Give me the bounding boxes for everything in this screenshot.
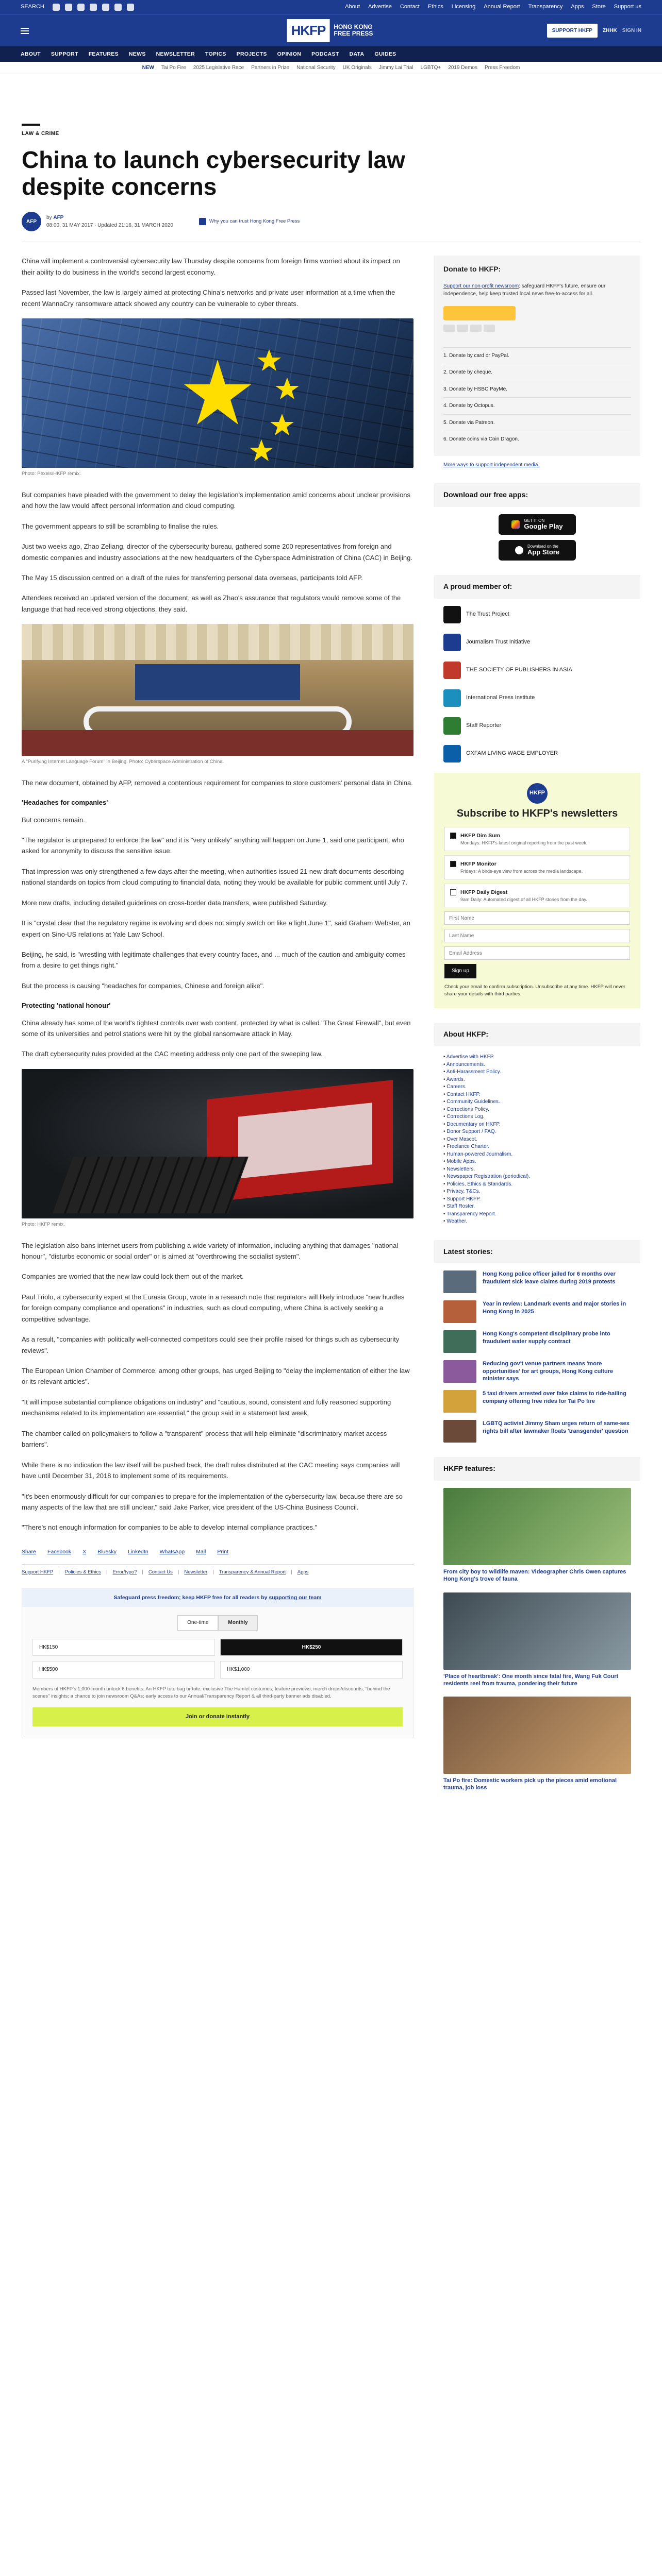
newsletter-name: HKFP Daily Digest <box>460 889 508 895</box>
topbar-link[interactable]: Support us <box>614 4 641 10</box>
footer-link[interactable]: Support HKFP <box>22 1569 54 1575</box>
membership-note: Members of HKFP's 1,000-month unlock 6 benefits: An HKFP tote bag or tote; exclusive The Hamlet costumes; feature previews; merch drops/discounts; "behind the scenes" insights; a chance to join newsroom Q&As; early access to our Annual/Transparency Report & all third-party banner ads disabled. <box>32 1686 390 1699</box>
hot-topic-link[interactable]: UK Originals <box>342 64 372 71</box>
donate-strip-text: Safeguard press freedom; keep HKFP free for all readers by <box>113 1594 269 1601</box>
about-link[interactable]: • Careers. <box>443 1083 631 1091</box>
article-paragraph: The government appears to still be scrambling to finalise the rules. <box>22 522 219 530</box>
hot-topic-link[interactable]: Tai Po Fire <box>161 64 186 71</box>
hot-topics-label: NEW <box>142 64 154 71</box>
member-org[interactable] <box>443 745 631 762</box>
article-paragraph: That impression was only strengthened a few days after the meeting, when authorities issued 21 new draft documents describing national standards on topics from cloud computing to financial data, noting they would be available for public comment until July 7. <box>22 867 407 887</box>
trust-link-label: Why you can trust Hong Kong Free Press <box>209 218 300 224</box>
sidebar <box>434 256 640 1801</box>
separator: | <box>291 1569 292 1575</box>
donate-method[interactable]: 5. Donate via Patreon. <box>443 414 631 431</box>
author-name[interactable]: AFP <box>53 215 64 221</box>
about-link[interactable]: • Donor Support / FAQ. <box>443 1128 631 1136</box>
article-footer-links <box>22 1564 413 1577</box>
feature-story[interactable] <box>443 1697 631 1792</box>
donation-frequency <box>22 1615 413 1631</box>
about-link[interactable]: • Corrections Policy. <box>443 1106 631 1114</box>
hot-topics-bar <box>0 62 662 74</box>
footer-link[interactable]: Policies & Ethics <box>64 1569 101 1575</box>
member-logo <box>443 689 461 707</box>
features-heading: HKFP features: <box>434 1457 640 1481</box>
article-image-2 <box>22 624 413 766</box>
monthly-toggle[interactable]: Monthly <box>218 1615 257 1631</box>
about-link[interactable]: • Awards. <box>443 1076 631 1084</box>
hot-topic-link[interactable]: National Security <box>296 64 336 71</box>
about-link[interactable]: • Freelance Charter. <box>443 1143 631 1151</box>
logo-mark: HKFP <box>287 19 330 42</box>
newsletter-title: Subscribe to HKFP's newsletters <box>456 807 618 819</box>
member-logo <box>443 662 461 679</box>
topbar-link[interactable]: Apps <box>571 4 584 10</box>
menu-icon[interactable] <box>21 30 29 31</box>
latest-stories <box>443 1270 631 1443</box>
donate-now-button[interactable]: Join or donate instantly <box>32 1707 403 1726</box>
topbar-link[interactable]: Annual Report <box>484 4 520 10</box>
apps-heading: Download our free apps: <box>434 483 640 507</box>
member-name: THE SOCIETY OF PUBLISHERS IN ASIA <box>466 667 572 673</box>
newsletter-signup <box>434 773 640 1009</box>
article-paragraph: "It's been enormously difficult for our companies to prepare for the implementation of the cybersecurity law, because there are so many aspects of the law that are still unclear," said Jake Parker, vice president of the US-China Business Council. <box>22 1492 403 1511</box>
about-link[interactable]: • Newsletters. <box>443 1166 631 1174</box>
subhead-headaches: 'Headaches for companies' <box>22 799 108 807</box>
nav-item[interactable]: NEWS <box>128 50 146 57</box>
site-logo[interactable] <box>287 19 375 42</box>
feature-title[interactable]: From city boy to wildlife maven: Videographer Chris Owen captures Hong Kong's trove of fauna <box>443 1568 626 1583</box>
donate-method[interactable]: 2. Donate by cheque. <box>443 364 631 381</box>
member-name: The Trust Project <box>466 611 509 618</box>
article-paragraph: But the process is causing "headaches for companies, Chinese and foreign alike". <box>22 981 265 990</box>
latest-heading: Latest stories: <box>434 1240 640 1264</box>
member-org[interactable] <box>443 717 631 735</box>
about-link[interactable]: • Corrections Log. <box>443 1113 631 1121</box>
nav-item[interactable]: GUIDES <box>374 50 396 57</box>
share-link[interactable]: Bluesky <box>97 1548 117 1555</box>
article-paragraph: But companies have pleaded with the government to delay the legislation's implementation amid concerns about unclear provisions and how the law would affect personal information and cloud computing. <box>22 490 411 510</box>
feature-image <box>443 1488 631 1565</box>
image-caption-3: Photo: HKFP remix. <box>22 1221 65 1227</box>
article-paragraph: It is "crystal clear that the regulatory regime is evolving and does not simply switch on like a light June 1", said Graham Webster, an expert on Sino-US relations at Yale Law School. <box>22 919 410 938</box>
linkedin-icon[interactable] <box>127 4 134 11</box>
story-thumbnail <box>443 1420 476 1443</box>
latest-story[interactable] <box>443 1420 631 1443</box>
social-icons <box>53 4 134 11</box>
about-link[interactable]: • Advertise with HKFP. <box>443 1054 631 1061</box>
share-link[interactable]: LinkedIn <box>127 1548 148 1555</box>
story-thumbnail <box>443 1270 476 1293</box>
logo-text: HONG KONG FREE PRESS <box>334 23 373 38</box>
amount-option[interactable]: HK$150 <box>32 1639 215 1656</box>
article-paragraph: The draft cybersecurity rules provided at the CAC meeting address only one part of the sweeping law. <box>22 1050 323 1058</box>
trust-icon <box>199 218 206 225</box>
topbar-link[interactable]: Licensing <box>451 4 476 10</box>
main-nav <box>0 46 662 62</box>
separator: | <box>106 1569 108 1575</box>
nav-item[interactable]: FEATURES <box>88 50 119 57</box>
subhead-national-honour: Protecting 'national honour' <box>22 1002 111 1010</box>
article-body <box>22 256 413 1801</box>
hot-topic-link[interactable]: LGBTQ+ <box>420 64 441 71</box>
search-link[interactable]: SEARCH <box>21 4 44 10</box>
topbar-link[interactable]: Store <box>592 4 606 10</box>
sign-in-link[interactable]: SIGN IN <box>622 27 641 33</box>
amount-option[interactable]: HK$250 <box>220 1639 403 1656</box>
separator: | <box>142 1569 143 1575</box>
article-image-1 <box>22 318 413 478</box>
china-flag-stars <box>176 344 305 468</box>
nav-item[interactable]: SUPPORT <box>51 50 78 57</box>
language-link[interactable]: ZHHK <box>602 27 617 33</box>
story-thumbnail <box>443 1360 476 1383</box>
newsletter-checkbox[interactable] <box>450 861 456 867</box>
share-link[interactable]: X <box>82 1548 87 1555</box>
footer-link[interactable]: Transparency & Annual Report <box>219 1569 286 1575</box>
about-links <box>443 1054 631 1226</box>
member-heading: A proud member of: <box>434 575 640 599</box>
footer-link[interactable]: Error/typo? <box>112 1569 137 1575</box>
article-paragraph: More new drafts, including detailed guidelines on cross-border data transfers, were published Saturday. <box>22 899 328 907</box>
article-paragraph: As a result, "companies with politically well-connected competitors could see their profile raised for things such as cybersecurity reviews". <box>22 1335 400 1354</box>
meeting-hall-image <box>22 624 413 756</box>
article-paragraph: The chamber called on policymakers to follow a "transparent" process that will help eliminate "discriminatory market access barriers". <box>22 1429 387 1449</box>
newsletter-option[interactable] <box>444 827 630 851</box>
threads-icon[interactable] <box>102 4 109 11</box>
newsletter-desc: 9am Daily: Automated digest of all HKFP stories from the day. <box>460 896 587 902</box>
story-title[interactable]: Hong Kong's competent disciplinary probe into fraudulent water supply contract <box>483 1331 610 1345</box>
article-paragraph: "It will impose substantial compliance obligations on industry" and "cautious, sound, consistent and fully reasoned supporting mechanisms related to its implementation are essential," the group said in a statement last week. <box>22 1398 391 1417</box>
donate-methods-list <box>443 347 631 448</box>
bluesky-icon[interactable] <box>114 4 122 11</box>
story-title[interactable]: Year in review: Landmark events and major stories in Hong Kong in 2025 <box>483 1301 626 1315</box>
support-hkfp-button[interactable]: SUPPORT HKFP <box>547 24 598 38</box>
about-link[interactable]: • Newspaper Registration (periodical). <box>443 1173 631 1181</box>
feature-image <box>443 1697 631 1774</box>
nav-item[interactable]: OPINION <box>277 50 302 57</box>
nav-item[interactable]: TOPICS <box>205 50 226 57</box>
donate-widget <box>22 1588 413 1738</box>
separator: | <box>177 1569 179 1575</box>
feature-story[interactable] <box>443 1488 631 1583</box>
topbar-link[interactable]: About <box>345 4 360 10</box>
image-caption-2: A "Purifying Internet Language Forum" in Beijing. Photo: Cyberspace Administration of China. <box>22 759 224 765</box>
article-paragraph: While there is no indication the law itself will be pushed back, the draft rules distributed at the CAC meeting says companies will have until December 31, 2018 to implement some of its requirements. <box>22 1461 400 1480</box>
story-title[interactable]: 5 taxi drivers arrested over fake claims to ride-hailing company offering free rides for Tai Po fire <box>483 1391 626 1404</box>
facebook-icon[interactable] <box>53 4 60 11</box>
newsletter-checkbox[interactable] <box>450 833 456 839</box>
publish-date: 08:00, 31 MAY 2017 · Updated 21:16, 31 MARCH 2020 <box>46 223 173 229</box>
about-link[interactable]: • Contact HKFP. <box>443 1091 631 1099</box>
share-link[interactable]: Facebook <box>47 1548 72 1555</box>
last-name-field[interactable] <box>444 929 630 942</box>
latest-story[interactable] <box>443 1390 631 1413</box>
store-small-label: Download on the <box>527 544 558 549</box>
google-play-icon <box>511 520 520 529</box>
card-icon <box>484 325 495 332</box>
feature-story[interactable] <box>443 1592 631 1688</box>
footer-link[interactable]: Apps <box>297 1569 309 1575</box>
story-thumbnail <box>443 1300 476 1323</box>
story-title[interactable]: Reducing gov't venue partners means 'more opportunities' for art groups, Hong Kong culture minister says <box>483 1361 614 1382</box>
topbar-link[interactable]: Ethics <box>427 4 443 10</box>
article-paragraph: But concerns remain. <box>22 816 85 824</box>
author-avatar[interactable]: AFP <box>22 212 41 231</box>
member-org[interactable] <box>443 606 631 623</box>
member-logo <box>443 717 461 735</box>
donate-intro-link[interactable]: Support our non-profit newsroom <box>443 283 519 289</box>
feature-title[interactable]: 'Place of heartbreak': One month since fatal fire, Wang Fuk Court residents reel from trauma, pondering their future <box>443 1673 619 1687</box>
about-link[interactable]: • Policies, Ethics & Standards. <box>443 1181 631 1189</box>
article-paragraph: The new document, obtained by AFP, removed a contentious requirement for companies to store customers' personal data in China. <box>22 778 413 787</box>
article-paragraph: Paul Triolo, a cybersecurity expert at the Eurasia Group, wrote in a research note that regulators will likely introduce "new hurdles for foreign company compliance and operations" in industries, such as cloud computing, where China is actively seeking a competitive advantage. <box>22 1293 405 1323</box>
member-name: Journalism Trust Initiative <box>466 639 531 646</box>
article-paragraph: Beijing, he said, is "wrestling with legitimate challenges that every country faces, and ... much of the caution and ambiguity comes from a desire to get things right." <box>22 951 406 970</box>
ransomware-laptop-image <box>22 1069 413 1218</box>
nav-item[interactable]: PROJECTS <box>236 50 267 57</box>
member-org[interactable] <box>443 662 631 679</box>
member-name: OXFAM LIVING WAGE EMPLOYER <box>466 750 558 757</box>
about-link[interactable]: • Announcements. <box>443 1061 631 1069</box>
card-icon <box>443 325 455 332</box>
apple-icon <box>515 546 523 554</box>
member-org[interactable] <box>443 634 631 651</box>
topbar-link[interactable]: Transparency <box>528 4 563 10</box>
member-logo <box>443 606 461 623</box>
about-heading: About HKFP: <box>434 1023 640 1046</box>
share-link[interactable]: Print <box>217 1548 228 1555</box>
newsletter-checkbox[interactable] <box>450 889 456 895</box>
share-link[interactable]: WhatsApp <box>159 1548 185 1555</box>
hot-topic-link[interactable]: Press Freedom <box>484 64 520 71</box>
amount-option[interactable]: HK$1,000 <box>220 1661 403 1679</box>
latest-story[interactable] <box>443 1360 631 1383</box>
hot-topic-link[interactable]: Jimmy Lai Trial <box>378 64 413 71</box>
article-paragraph: The legislation also bans internet users from publishing a wide variety of information, including anything that damages "national honour", "disturbs economic or social order" or is aimed at "overthrowing the socialist system". <box>22 1241 399 1260</box>
share-bar <box>22 1543 413 1556</box>
article-paragraph: Attendees received an updated version of the document, as well as Zhao's assurance that regulators would remove some of the language that had received strong objections, they said. <box>22 594 401 613</box>
topbar-link[interactable]: Contact <box>400 4 420 10</box>
article-image-3 <box>22 1069 413 1229</box>
donate-strip-link[interactable]: supporting our team <box>269 1594 322 1601</box>
member-org[interactable] <box>443 689 631 707</box>
newsletter-note: Check your email to confirm subscription. Unsubscribe at any time. HKFP will never share your details with third parties. <box>444 984 625 997</box>
article-title: China to launch cybersecurity law despite concerns <box>22 146 405 200</box>
card-icon <box>457 325 468 332</box>
donate-box <box>434 256 640 456</box>
top-bar <box>0 0 662 14</box>
donation-amounts <box>22 1639 413 1679</box>
article-paragraph: "There's not enough information for companies to be able to develop internal compliance practices." <box>22 1523 318 1532</box>
about-link[interactable]: • Mobile Apps. <box>443 1158 631 1166</box>
card-icons <box>443 325 631 332</box>
about-link[interactable]: • Staff Roster. <box>443 1203 631 1211</box>
story-title[interactable]: LGBTQ activist Jimmy Sham urges return of same-sex rights bill after lawmaker floats 'transgender' question <box>483 1420 630 1434</box>
latest-story[interactable] <box>443 1270 631 1293</box>
story-thumbnail <box>443 1330 476 1353</box>
member-name: Staff Reporter <box>466 722 502 729</box>
store-small-label: GET IT ON <box>524 518 545 523</box>
store-big-label: Google Play <box>524 522 563 531</box>
youtube-icon[interactable] <box>90 4 97 11</box>
about-link[interactable]: • Anti-Harassment Policy. <box>443 1069 631 1076</box>
share-label: Share <box>22 1548 37 1555</box>
story-title[interactable]: Hong Kong police officer jailed for 6 months over fraudulent sick leave claims during 2019 protests <box>483 1271 616 1285</box>
member-logo <box>443 634 461 651</box>
donate-intro-text: : safeguard HKFP's future, ensure our independence, help keep trusted local news free-to-access for all. <box>443 283 606 297</box>
donate-strip <box>22 1588 413 1607</box>
article-paragraph: The May 15 discussion centred on a draft of the rules for transferring personal data overseas, participants told AFP. <box>22 573 363 582</box>
email-field[interactable] <box>444 946 630 960</box>
first-name-field[interactable] <box>444 911 630 925</box>
card-icon <box>470 325 482 332</box>
footer-link[interactable]: Newsletter <box>184 1569 208 1575</box>
article-category[interactable]: LAW & CRIME <box>22 131 59 137</box>
newsletter-option[interactable] <box>444 884 630 908</box>
nav-item[interactable]: DATA <box>349 50 365 57</box>
trust-link[interactable] <box>199 218 300 226</box>
donate-method[interactable]: 6. Donate coins via Coin Dragon. <box>443 431 631 448</box>
nav-item[interactable]: ABOUT <box>21 50 41 57</box>
paypal-button[interactable] <box>443 306 516 320</box>
newsletter-name: HKFP Dim Sum <box>460 832 500 839</box>
more-ways-link[interactable]: More ways to support independent media. <box>443 462 540 468</box>
feature-stories <box>434 1488 640 1792</box>
category-bar <box>22 124 40 126</box>
newsletter-option[interactable] <box>444 855 630 879</box>
article-paragraph: "The regulator is unprepared to enforce the law" and it is "very unlikely" anything will happen on June 1, said one participant, who asked for anonymity to discuss the sensitive issue. <box>22 836 404 855</box>
separator: | <box>58 1569 60 1575</box>
about-link[interactable]: • Privacy, T&Cs. <box>443 1188 631 1196</box>
article-paragraph: The European Union Chamber of Commerce, among other groups, has urged Beijing to "delay the implementation of either the law or its relevant articles". <box>22 1367 410 1386</box>
about-link[interactable]: • Human-powered Journalism. <box>443 1151 631 1159</box>
newsletter-desc: Mondays: HKFP's latest original reporting from the past week. <box>460 840 588 846</box>
donate-method[interactable]: 4. Donate by Octopus. <box>443 397 631 414</box>
about-link[interactable]: • Transparency Report. <box>443 1211 631 1218</box>
article-paragraph: China will implement a controversial cybersecurity law Thursday despite concerns from foreign firms worried about its impact on their ability to do business in the world's second largest economy. <box>22 257 400 276</box>
instagram-icon[interactable] <box>77 4 85 11</box>
about-link[interactable]: • Over Mascot. <box>443 1136 631 1144</box>
article-paragraph: Just two weeks ago, Zhao Zeliang, director of the cybersecurity bureau, gathered some 200 representatives from foreign and domestic companies and industry associations at the new headquarters of the Cyberspace Administration of China (CAC) in Beijing. <box>22 543 413 562</box>
google-play-button[interactable] <box>499 514 576 535</box>
feature-title[interactable]: Tai Po fire: Domestic workers pick up the pieces amid emotional trauma, job loss <box>443 1777 617 1791</box>
hot-topic-link[interactable]: 2019 Demos <box>448 64 477 71</box>
separator: | <box>212 1569 214 1575</box>
hot-topic-link[interactable]: Partners in Prize <box>251 64 290 71</box>
keyboard-image <box>22 318 413 468</box>
latest-story[interactable] <box>443 1330 631 1353</box>
story-thumbnail <box>443 1390 476 1413</box>
image-caption-1: Photo: Pexels/HKFP remix. <box>22 471 81 477</box>
member-name: International Press Institute <box>466 694 535 701</box>
masthead <box>0 14 662 46</box>
newsletter-desc: Fridays: A birds-eye view from across the media landscape. <box>460 868 583 874</box>
article-paragraph: Companies are worried that the new law could lock them out of the market. <box>22 1273 244 1281</box>
x-icon[interactable] <box>65 4 72 11</box>
article-paragraph: China already has some of the world's tightest controls over web content, protected by what is called "The Great Firewall", but even some of its universities and petrol stations were hit by the global ransomware attack in May. <box>22 1019 411 1038</box>
donate-method[interactable]: 1. Donate by card or PayPal. <box>443 347 631 364</box>
footer-link[interactable]: Contact Us <box>148 1569 173 1575</box>
one-time-toggle[interactable]: One-time <box>177 1615 218 1631</box>
donate-heading: Donate to HKFP: <box>443 265 501 274</box>
share-link[interactable]: Mail <box>196 1548 206 1555</box>
amount-option[interactable]: HK$500 <box>32 1661 215 1679</box>
app-store-button[interactable] <box>499 540 576 561</box>
about-link[interactable]: • Documentary on HKFP. <box>443 1121 631 1129</box>
donate-method[interactable]: 3. Donate by HSBC PayMe. <box>443 381 631 398</box>
about-link[interactable]: • Community Guidelines. <box>443 1098 631 1106</box>
newsletter-name: HKFP Monitor <box>460 860 496 867</box>
about-link[interactable]: • Weather. <box>443 1218 631 1226</box>
hot-topic-link[interactable]: 2025 Legislative Race <box>193 64 244 71</box>
article-paragraph: Passed last November, the law is largely aimed at protecting China's networks and private user information at a time when the recent WannaCry ransomware attack showed any country can be vulnerable to cyber threats. <box>22 289 395 308</box>
newsletter-logo: HKFP <box>527 783 548 804</box>
about-link[interactable]: • Support HKFP. <box>443 1196 631 1204</box>
topbar-link[interactable]: Advertise <box>368 4 392 10</box>
latest-story[interactable] <box>443 1300 631 1323</box>
nav-item[interactable]: NEWSLETTER <box>156 50 195 57</box>
member-logo <box>443 745 461 762</box>
store-big-label: App Store <box>527 548 560 556</box>
feature-image <box>443 1592 631 1670</box>
sign-up-button[interactable]: Sign up <box>444 964 476 978</box>
byline: AFP by AFP 08:00, 31 MAY 2017 · Updated 21:16, 31 MARCH 2020 Why you can trust Hong Kong Free Press <box>22 212 640 242</box>
nav-item[interactable]: PODCAST <box>311 50 339 57</box>
